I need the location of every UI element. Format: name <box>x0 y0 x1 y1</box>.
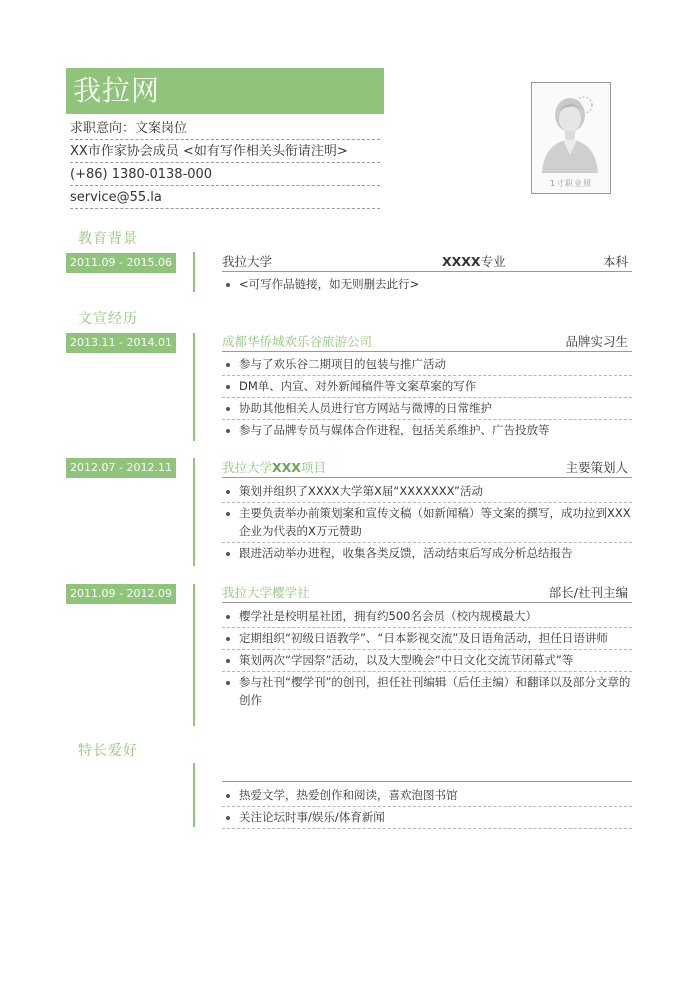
timeline-bar <box>193 763 195 827</box>
list-item: 关注论坛时事/娱乐/体育新闻 <box>222 807 632 829</box>
list-item: 协助其他相关人员进行官方网站与微博的日常维护 <box>222 398 632 420</box>
photo-frame <box>531 82 611 194</box>
date-badge: 2012.07 - 2012.11 <box>66 458 176 478</box>
timeline-bar <box>193 458 195 566</box>
date-badge: 2011.09 - 2012.09 <box>66 584 176 604</box>
membership-line: XX市作家协会成员 <如有写作相关头衔请注明> <box>70 141 380 163</box>
hobbies-bullets <box>222 785 632 829</box>
date-badge: 2011.09 - 2015.06 <box>66 253 176 273</box>
list-item: 跟进活动举办进程，收集各类反馈，活动结束后写成分析总结报告 <box>222 543 632 564</box>
hobbies-header <box>222 762 632 782</box>
list-item: 热爱文学，热爱创作和阅读，喜欢泡图书馆 <box>222 785 632 807</box>
list-item: 策划两次“学园祭”活动，以及大型晚会“中日文化交流节闭幕式”等 <box>222 650 632 672</box>
email-line: service@55.la <box>70 187 380 209</box>
list-item: 定期组织“初级日语教学”、“日本影视交流”及日语角活动，担任日语讲师 <box>222 628 632 650</box>
education-bullets <box>222 274 632 295</box>
experience-header <box>222 332 632 352</box>
list-item: 参与社刊“樱学刊”的创刊，担任社刊编辑（后任主编）和翻译以及部分文章的创作 <box>222 672 632 711</box>
education-header <box>222 252 632 272</box>
list-item: 参与了品牌专员与媒体合作进程，包括关系维护、广告投放等 <box>222 420 632 441</box>
list-item: <可写作品链接，如无则删去此行> <box>222 274 632 295</box>
phone-line: (+86) 1380-0138-000 <box>70 164 380 186</box>
list-item: 策划并组织了XXXX大学第X届“XXXXXXX”活动 <box>222 481 632 503</box>
org-name: 成都华侨城欢乐谷旅游公司 <box>222 334 373 349</box>
org-name: 我拉大学樱学社 <box>222 585 310 600</box>
degree: 本科 <box>602 254 628 269</box>
list-item: 参与了欢乐谷二期项目的包装与推广活动 <box>222 354 632 376</box>
section-title-education: 教育背景 <box>78 231 138 247</box>
role: 部长/社刊主编 <box>548 585 628 600</box>
experience-bullets <box>222 481 632 564</box>
school-name: 我拉大学 <box>222 254 273 269</box>
job-intention: 求职意向：文案岗位 <box>70 118 380 140</box>
section-title-experience: 文宣经历 <box>78 311 138 327</box>
role: 品牌实习生 <box>565 334 628 349</box>
list-item: 主要负责举办前策划案和宣传文稿（如新闻稿）等文案的撰写，成功拉到XXX企业为代表的X万元赞助 <box>222 503 632 543</box>
experience-bullets <box>222 354 632 441</box>
person-photo-icon <box>532 83 610 193</box>
resume-name: 我拉网 <box>66 68 384 114</box>
timeline-bar <box>193 333 195 441</box>
role: 主要策划人 <box>565 460 628 475</box>
experience-header <box>222 458 632 478</box>
timeline-bar <box>193 252 195 292</box>
major: XXXX专业 <box>442 254 506 269</box>
photo-caption: 1寸职业照 <box>549 179 593 188</box>
section-title-hobbies: 特长爱好 <box>78 743 138 759</box>
list-item: 樱学社是校明星社团，拥有约500名会员（校内规模最大） <box>222 606 632 628</box>
experience-header <box>222 583 632 603</box>
list-item: DM单、内宣、对外新闻稿件等文案草案的写作 <box>222 376 632 398</box>
experience-bullets <box>222 606 632 711</box>
org-name: 我拉大学XXX项目 <box>222 460 326 475</box>
date-badge: 2013.11 - 2014.01 <box>66 333 176 353</box>
timeline-bar <box>193 584 195 726</box>
